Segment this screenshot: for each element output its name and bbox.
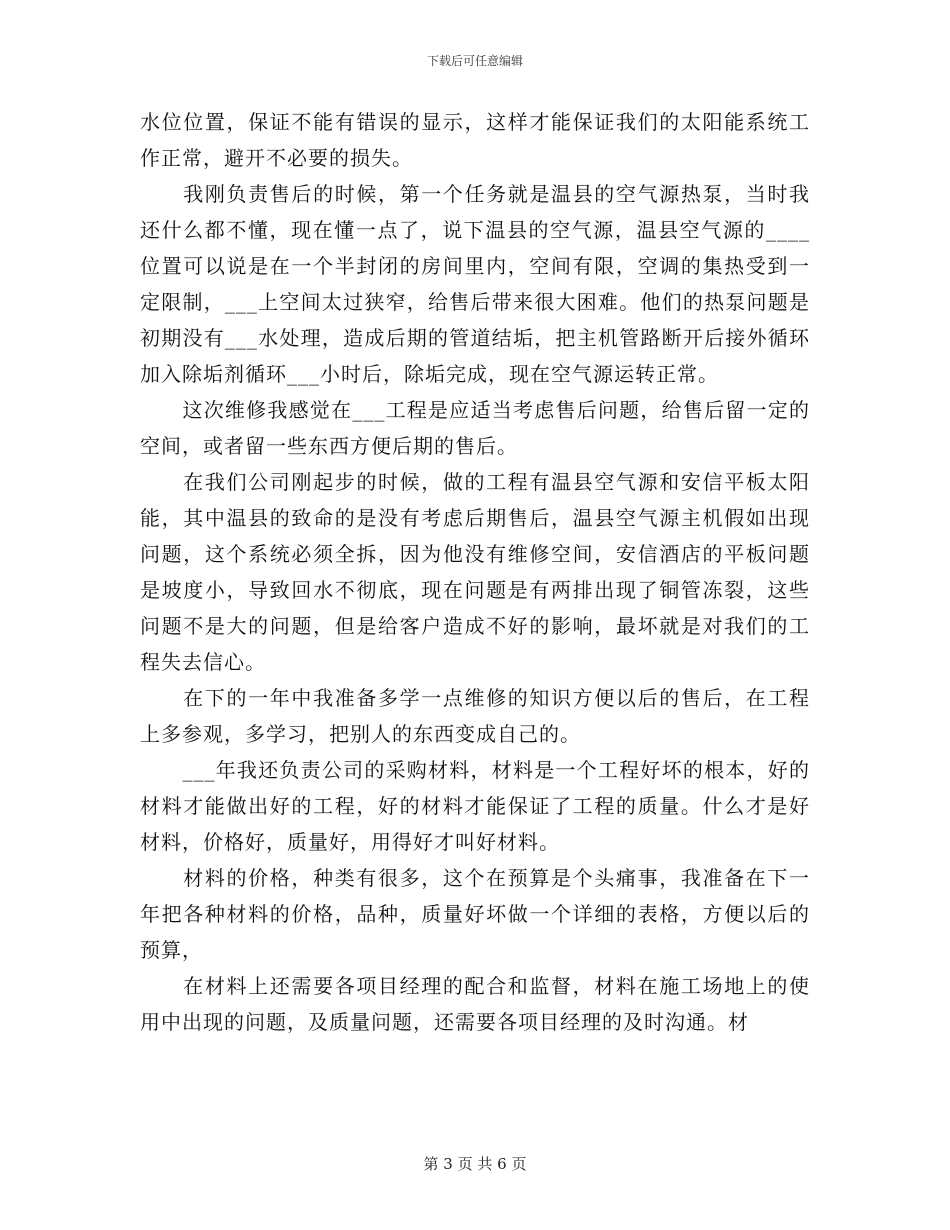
page-header: 下载后可任意编辑 [426, 54, 523, 68]
paragraph: 在下的一年中我准备多学一点维修的知识方便以后的售后，在工程上多参观，多学习，把别人的东西变成自己的。 [140, 686, 810, 746]
paragraph: ___年我还负责公司的采购材料，材料是一个工程好坏的根本，好的材料才能做出好的工程，好的材料才能保证了工程的质量。什么才是好材料，价格好，质量好，用得好才叫好材料。 [140, 758, 810, 854]
paragraph: 材料的价格，种类有很多，这个在预算是个头痛事，我准备在下一年把各种材料的价格，品种，质量好坏做一个详细的表格，方便以后的预算， [140, 866, 810, 962]
paragraph: 在我们公司刚起步的时候，做的工程有温县空气源和安信平板太阳能，其中温县的致命的是没有考虑后期售后，温县空气源主机假如出现问题，这个系统必须全拆，因为他没有维修空间，安信酒店的平板问题是坡度小，导致回水不彻底，现在问题是有两排出现了铜管冻裂，这些问题不是大的问题，但是给客户造成不好的影响，最坏就是对我们的工程失去信心。 [140, 470, 810, 674]
document-body [140, 104, 810, 1040]
paragraph: 水位位置，保证不能有错误的显示，这样才能保证我们的太阳能系统工作正常，避开不必要的损失。 [140, 110, 810, 170]
paragraph: 在材料上还需要各项目经理的配合和监督，材料在施工场地上的使用中出现的问题，及质量问题，还需要各项目经理的及时沟通。材 [140, 974, 810, 1034]
paragraph: 我刚负责售后的时候，第一个任务就是温县的空气源热泵，当时我还什么都不懂，现在懂一点了，说下温县的空气源，温县空气源的____位置可以说是在一个半封闭的房间里内，空间有限，空调的集热受到一定限制，___上空间太过狭窄，给售后带来很大困难。他们的热泵问题是初期没有___水处理，造成后期的管道结垢，把主机管路断开后接外循环加入除垢剂循环___小时后，除垢完成，现在空气源运转正常。 [140, 182, 810, 386]
paragraph: 这次维修我感觉在___工程是应适当考虑售后问题，给售后留一定的空间，或者留一些东西方便后期的售后。 [140, 398, 810, 458]
page-number: 第 3 页 共 6 页 [423, 1155, 527, 1173]
